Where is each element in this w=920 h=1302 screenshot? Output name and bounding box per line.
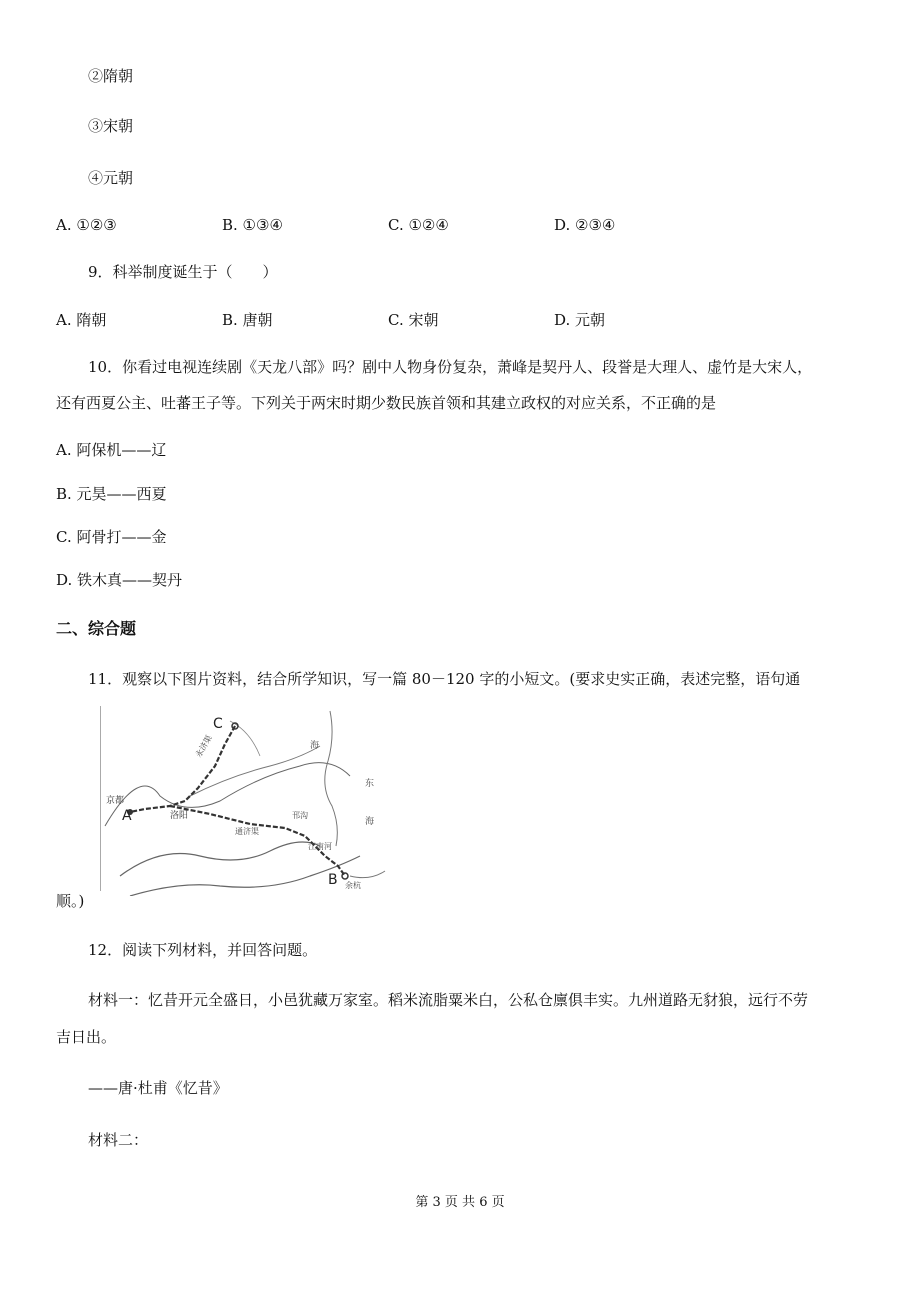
q8-option-a[interactable]: A. ①②③: [56, 216, 117, 234]
map-label-tongji: 通济渠: [235, 827, 259, 836]
map-label-jiangnan: 江南河: [308, 842, 332, 851]
q9-option-d[interactable]: D. 元朝: [554, 311, 606, 329]
q10-stem-line1: 10．你看过电视连续剧《天龙八部》吗？剧中人物身份复杂，萧峰是契丹人、段誉是大理人、虚竹是大宋人，: [88, 358, 813, 376]
q11-stem-end: 顺。): [56, 892, 85, 910]
map-label-a: A: [122, 808, 132, 824]
q8-item-2: ②隋朝: [88, 67, 134, 85]
q9-option-b[interactable]: B. 唐朝: [222, 311, 273, 329]
map-label-sea3: 海: [365, 817, 375, 827]
q8-option-b[interactable]: B. ①③④: [222, 216, 283, 234]
map-label-jingdu: 京都: [106, 796, 125, 806]
q9-stem: 9．科举制度诞生于（ ）: [88, 263, 278, 281]
map-label-yongji: 永济渠: [193, 733, 214, 759]
q8-option-d[interactable]: D. ②③④: [554, 216, 616, 234]
q10-option-c[interactable]: C. 阿骨打——金: [56, 528, 167, 546]
grand-canal-map: [100, 706, 390, 896]
q9-option-a[interactable]: A. 隋朝: [56, 311, 107, 329]
q10-stem-line2: 还有西夏公主、吐蕃王子等。下列关于两宋时期少数民族首领和其建立政权的对应关系，不正确的是: [56, 394, 717, 412]
q10-option-a[interactable]: A. 阿保机——辽: [56, 441, 167, 459]
q12-stem: 12．阅读下列材料，并回答问题。: [88, 941, 318, 959]
q11-stem: 11．观察以下图片资料，结合所学知识，写一篇 80－120 字的小短文。(要求史实正确，表述完整，语句通: [88, 670, 801, 688]
q8-item-3: ③宋朝: [88, 117, 134, 135]
map-label-hangou: 邗沟: [292, 811, 308, 820]
q12-material1-line1: 材料一：忆昔开元全盛日，小邑犹藏万家室。稻米流脂粟米白，公私仓廪俱丰实。九州道路无豺狼，远行不劳: [88, 991, 809, 1009]
page-footer: 第 3 页 共 6 页: [415, 1195, 505, 1210]
map-label-b: B: [328, 872, 338, 888]
map-label-sea1: 海: [310, 741, 320, 751]
q10-option-d[interactable]: D. 铁木真——契丹: [56, 571, 183, 589]
q10-option-b[interactable]: B. 元昊——西夏: [56, 485, 167, 503]
q9-option-c[interactable]: C. 宋朝: [388, 311, 439, 329]
map-label-luoyang: 洛阳: [170, 811, 189, 821]
q8-option-c[interactable]: C. ①②④: [388, 216, 449, 234]
q8-item-4: ④元朝: [88, 169, 134, 187]
map-label-c: C: [213, 716, 223, 732]
section-title: 二、综合题: [56, 619, 137, 638]
map-label-yuhang: 余杭: [345, 881, 361, 890]
q12-source: ——唐·杜甫《忆昔》: [88, 1079, 228, 1097]
map-label-sea2: 东: [365, 779, 375, 789]
q12-material2: 材料二：: [88, 1131, 149, 1149]
q12-material1-line2: 吉日出。: [56, 1028, 117, 1046]
